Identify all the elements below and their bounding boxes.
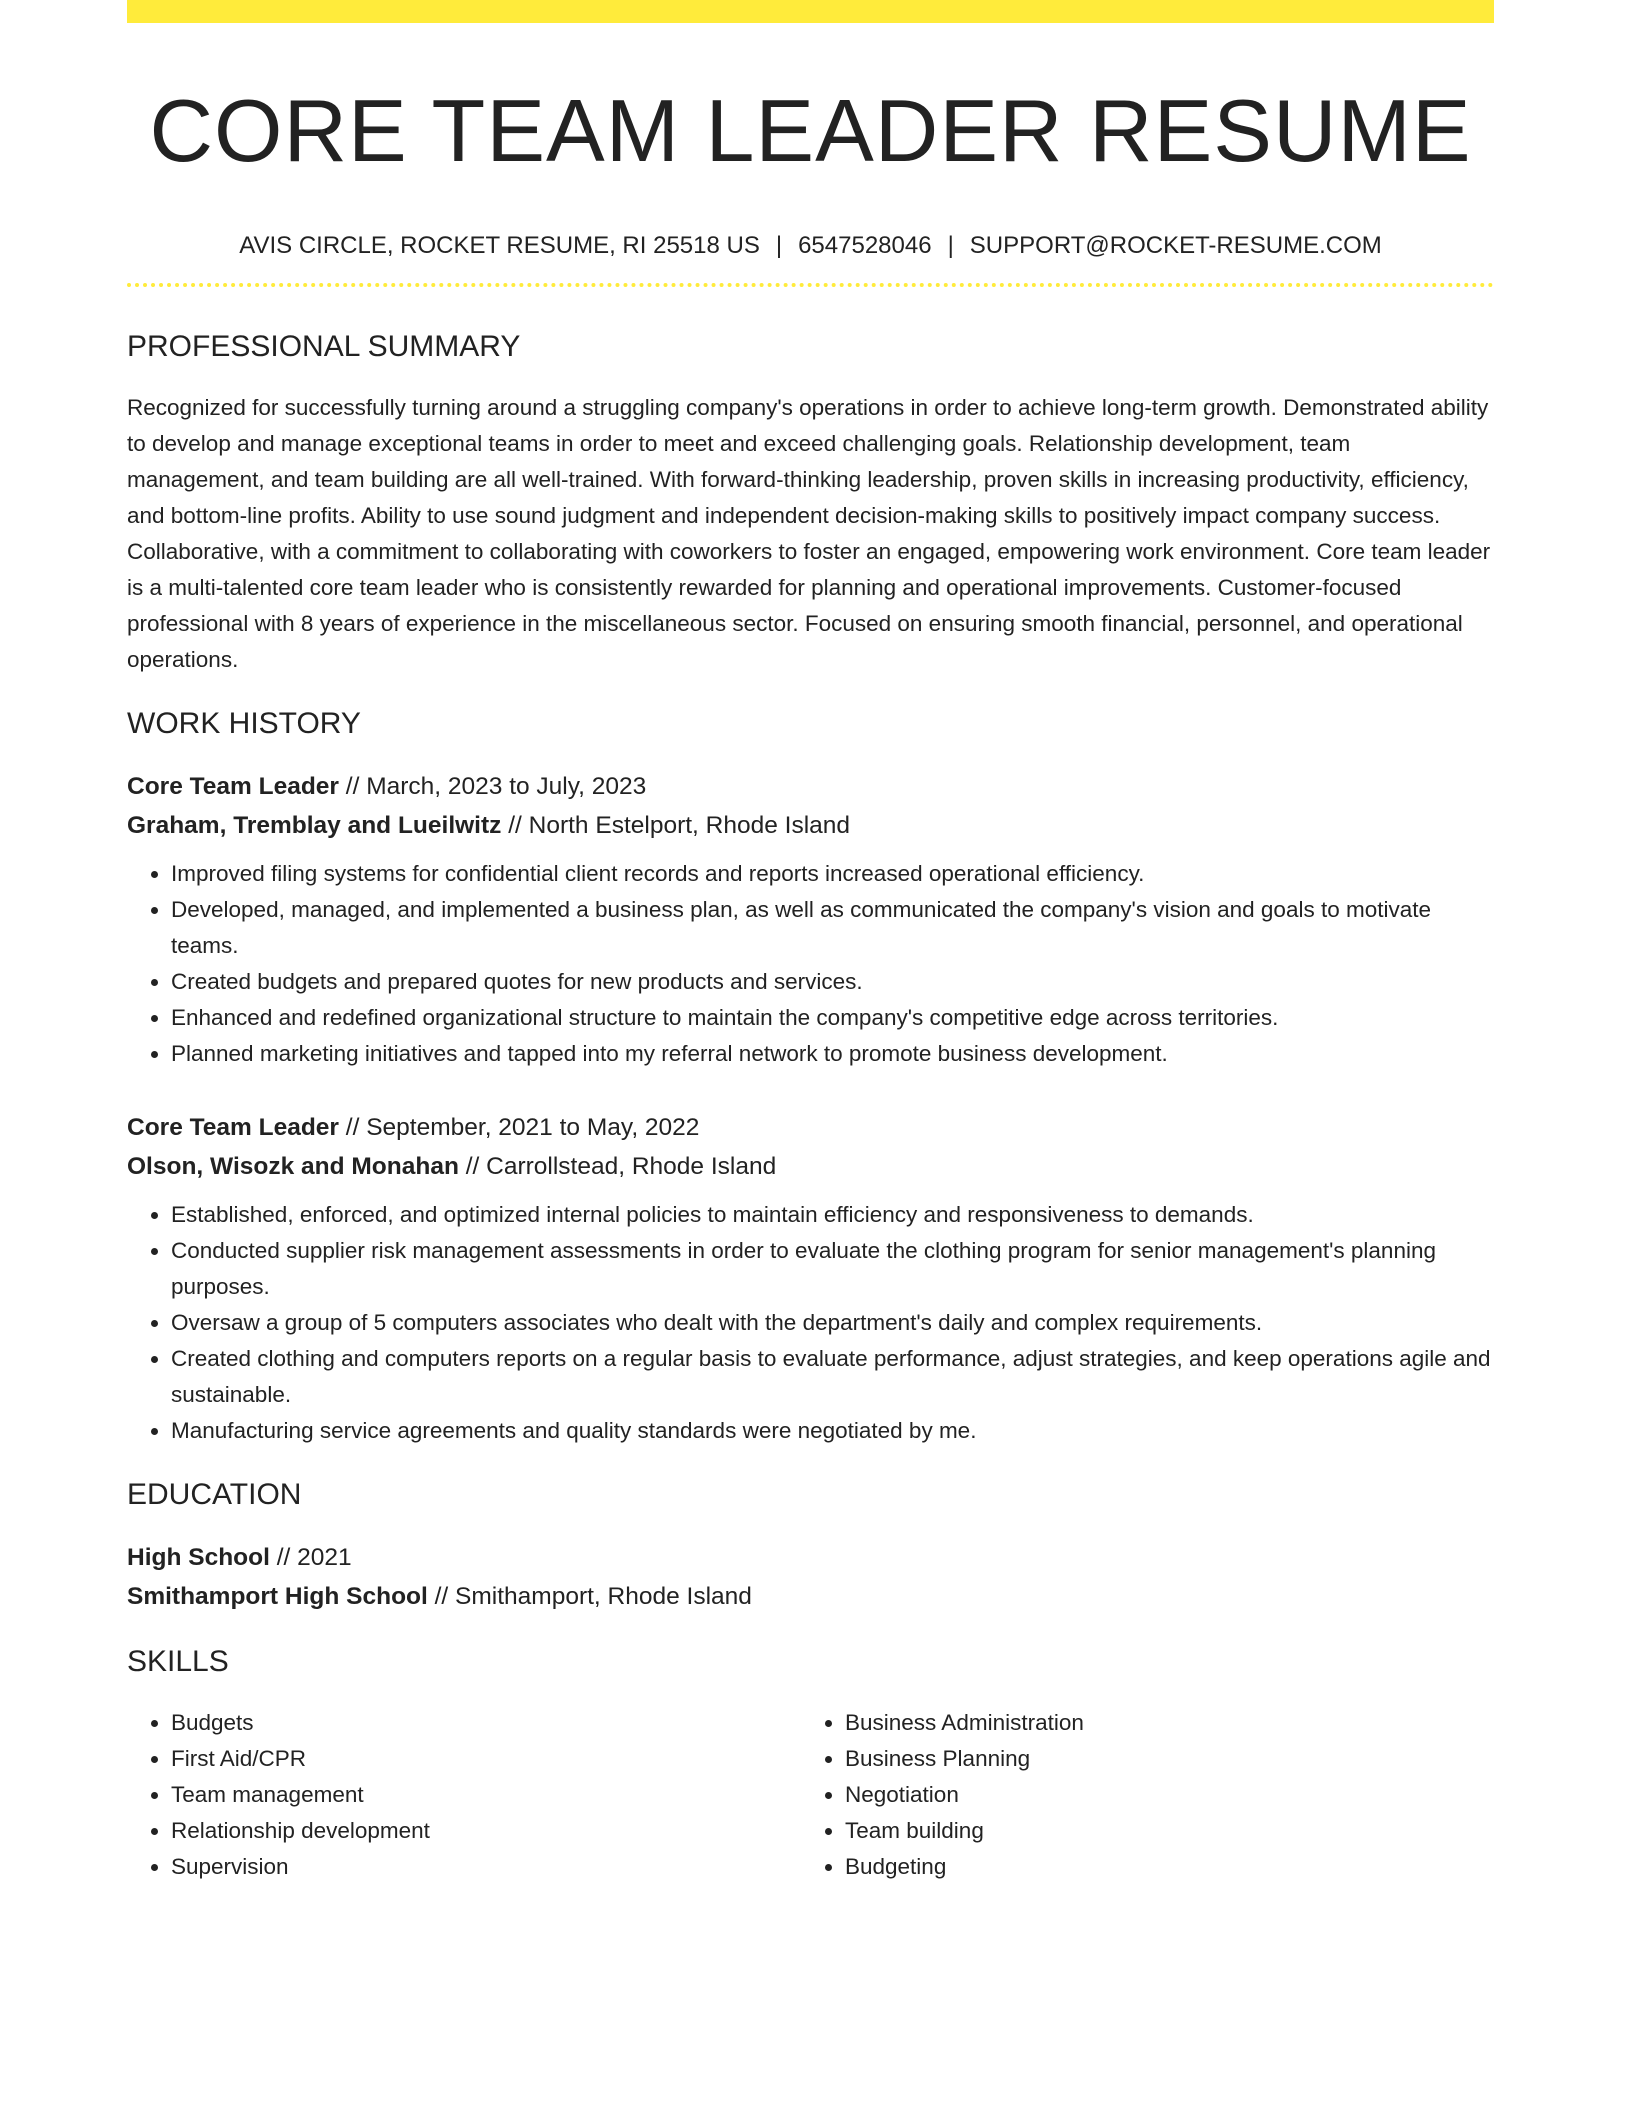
skill-item: • Budgets xyxy=(171,1705,801,1741)
job-company: Olson, Wisozk and Monahan xyxy=(127,1153,459,1180)
contact-line xyxy=(127,231,1494,261)
list-item: • Developed, managed, and implemented a business plan, as well as communicated the company's vision and goals to motivate teams. xyxy=(171,892,1494,964)
skill-item: • Business Administration xyxy=(845,1705,1475,1741)
education-school-line xyxy=(127,1577,1494,1616)
contact-email: SUPPORT@ROCKET-RESUME.COM xyxy=(969,232,1382,259)
list-item: • Manufacturing service agreements and quality standards were negotiated by me. xyxy=(171,1413,1494,1449)
list-item: • Conducted supplier risk management assessments in order to evaluate the clothing program for senior management's planning purposes. xyxy=(171,1233,1494,1305)
skills-heading: SKILLS xyxy=(127,1645,229,1678)
job-bullets xyxy=(127,1197,1494,1449)
job-dates: // March, 2023 to July, 2023 xyxy=(338,773,647,800)
list-item: • Created clothing and computers reports on a regular basis to evaluate performance, adjust strategies, and keep operations agile and sustainable. xyxy=(171,1341,1494,1413)
header-divider xyxy=(127,283,1494,287)
skill-item: • Team management xyxy=(171,1777,801,1813)
job-bullets xyxy=(127,856,1494,1072)
job-location: // Carrollstead, Rhode Island xyxy=(458,1153,777,1180)
job-title: Core Team Leader xyxy=(127,1114,339,1141)
page-title: CORE TEAM LEADER RESUME xyxy=(149,81,1472,180)
skill-item: • Supervision xyxy=(171,1849,801,1885)
list-item: • Planned marketing initiatives and tapped into my referral network to promote business development. xyxy=(171,1036,1494,1072)
skill-item: • Team building xyxy=(845,1813,1475,1849)
list-item: • Improved filing systems for confidential client records and reports increased operational efficiency. xyxy=(171,856,1494,892)
summary-text: Recognized for successfully turning around a struggling company's operations in order to achieve long-term growth. Demonstrated ability to develop and manage exceptional teams in order to meet and exceed challenging goals. Relationship development, team management, and team building are all well-trained. With forward-thinking leadership, proven skills in increasing productivity, efficiency, and bottom-line profits. Ability to use sound judgment and independent decision-making skills to positively impact company success. Collaborative, with a commitment to collaborating with coworkers to foster an engaged, empowering work environment. Core team leader is a multi-talented core team leader who is consistently rewarded for planning and operational improvements. Customer-focused professional with 8 years of experience in the miscellaneous sector. Focused on ensuring smooth financial, personnel, and operational operations. xyxy=(127,395,1491,672)
skill-item: • Relationship development xyxy=(171,1813,801,1849)
education-location: // Smithamport, Rhode Island xyxy=(427,1583,752,1610)
list-item: • Oversaw a group of 5 computers associates who dealt with the department's daily and complex requirements. xyxy=(171,1305,1494,1341)
contact-separator: | xyxy=(947,232,954,259)
summary-heading: PROFESSIONAL SUMMARY xyxy=(127,330,521,363)
skills-list xyxy=(127,1705,1494,1885)
work-history-heading: WORK HISTORY xyxy=(127,707,361,740)
job-company-line xyxy=(127,806,1494,845)
education-school: Smithamport High School xyxy=(127,1583,428,1610)
skill-item: • First Aid/CPR xyxy=(171,1741,801,1777)
job-title: Core Team Leader xyxy=(127,773,339,800)
skill-item: • Budgeting xyxy=(845,1849,1475,1885)
education-heading: EDUCATION xyxy=(127,1478,302,1511)
job-entry xyxy=(127,767,1494,1072)
list-item: • Enhanced and redefined organizational structure to maintain the company's competitive edge across territories. xyxy=(171,1000,1494,1036)
job-entry xyxy=(127,1108,1494,1449)
education-entry xyxy=(127,1538,1494,1616)
contact-phone: 6547528046 xyxy=(798,232,932,259)
skill-item: • Negotiation xyxy=(845,1777,1475,1813)
job-company: Graham, Tremblay and Lueilwitz xyxy=(127,812,502,839)
top-accent-bar xyxy=(127,0,1494,23)
job-title-line xyxy=(127,1108,1494,1147)
list-item: • Established, enforced, and optimized internal policies to maintain efficiency and responsiveness to demands. xyxy=(171,1197,1494,1233)
skills-column-right xyxy=(801,1705,1475,1885)
contact-separator: | xyxy=(775,232,783,259)
skills-column-left xyxy=(127,1705,801,1885)
contact-address: AVIS CIRCLE, ROCKET RESUME, RI 25518 US xyxy=(239,232,760,259)
list-item: • Created budgets and prepared quotes for new products and services. xyxy=(171,964,1494,1000)
education-degree-line xyxy=(127,1538,1494,1577)
job-title-line xyxy=(127,767,1494,806)
education-degree: High School xyxy=(127,1544,270,1571)
education-year: // 2021 xyxy=(269,1544,352,1571)
job-dates: // September, 2021 to May, 2022 xyxy=(338,1114,700,1141)
resume-page xyxy=(127,0,1494,1885)
skill-item: • Business Planning xyxy=(845,1741,1475,1777)
job-company-line xyxy=(127,1147,1494,1186)
job-location: // North Estelport, Rhode Island xyxy=(501,812,851,839)
